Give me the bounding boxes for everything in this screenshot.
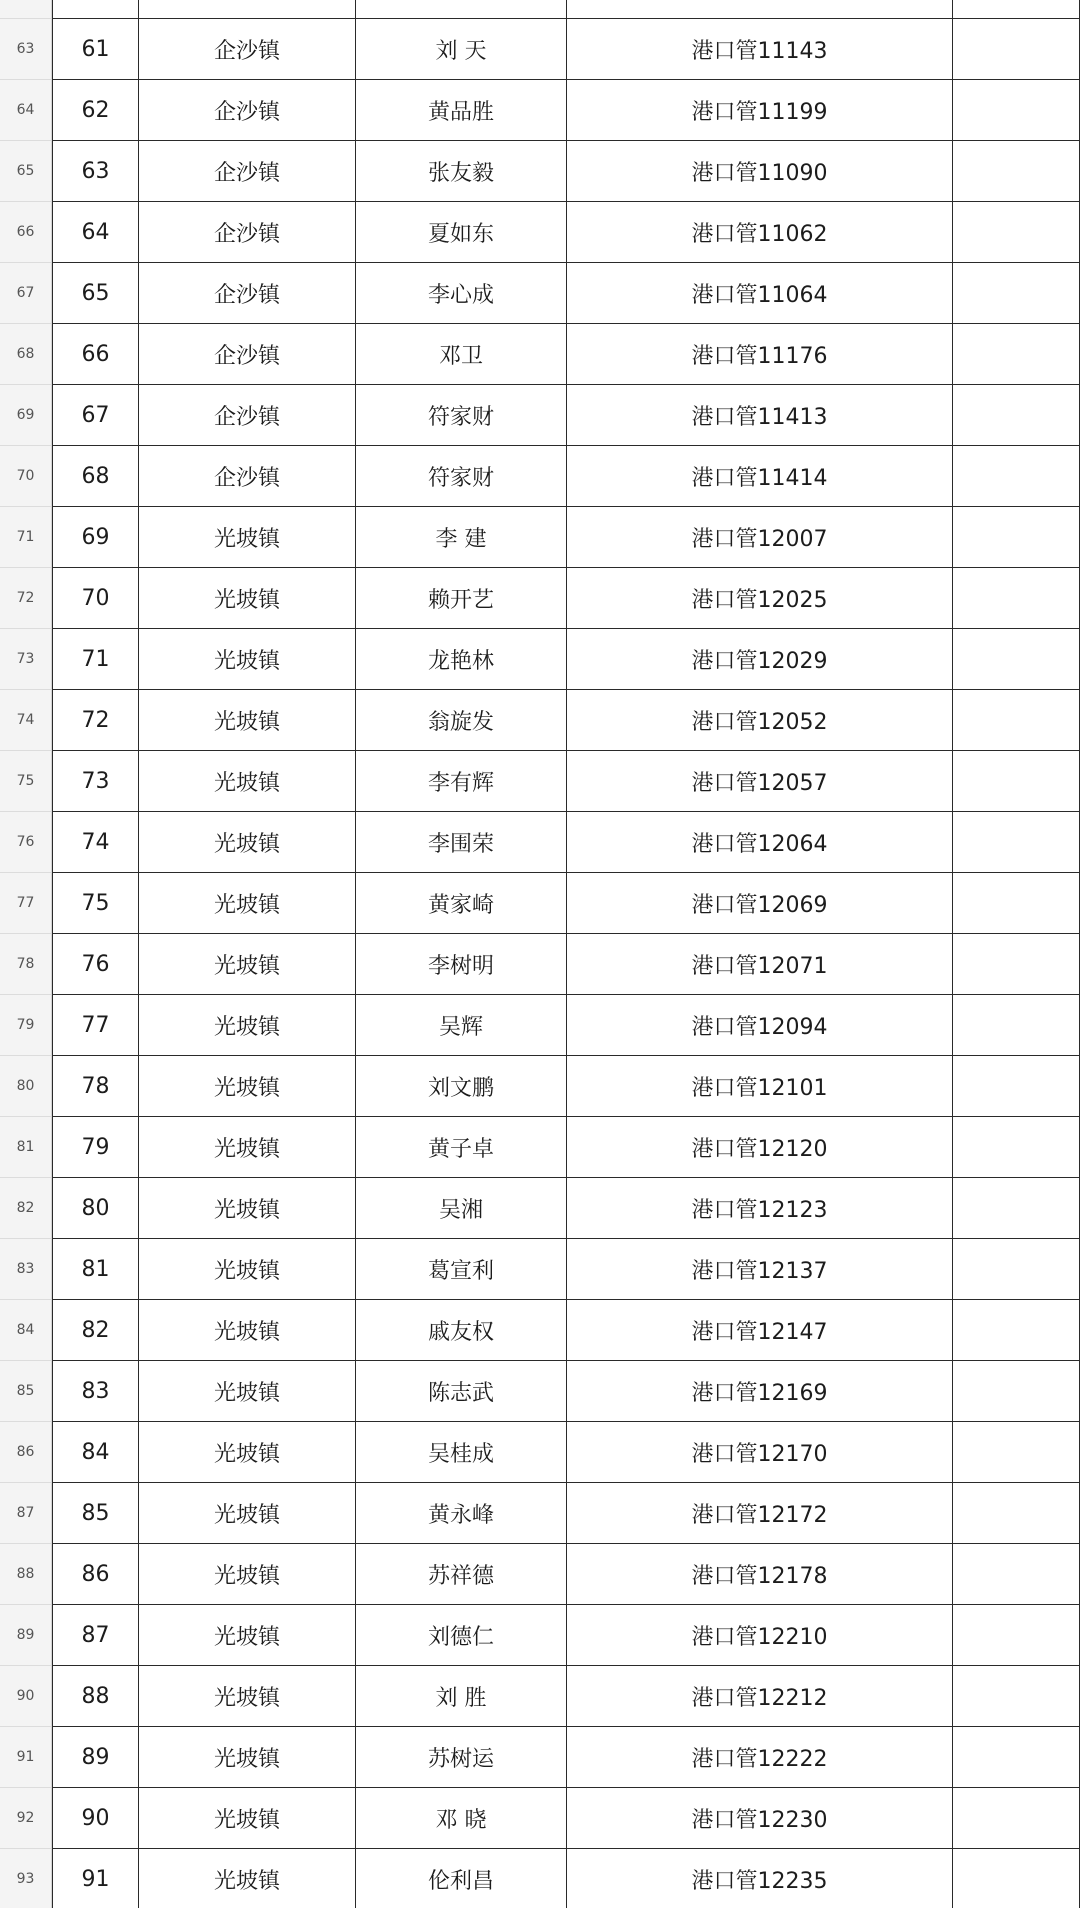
cell-town[interactable]: 光坡镇 xyxy=(139,1056,356,1117)
cell-code[interactable]: 港口管12169 xyxy=(567,1361,953,1422)
cell-name[interactable]: 赖开艺 xyxy=(356,568,567,629)
cell-code[interactable]: 港口管12212 xyxy=(567,1666,953,1727)
row-header[interactable]: 72 xyxy=(0,568,52,629)
cell-town[interactable]: 企沙镇 xyxy=(139,446,356,507)
cell-code[interactable]: 港口管12064 xyxy=(567,812,953,873)
row-header[interactable] xyxy=(0,0,52,19)
cell-name[interactable]: 刘文鹏 xyxy=(356,1056,567,1117)
cell-code[interactable]: 港口管12210 xyxy=(567,1605,953,1666)
cell-note[interactable] xyxy=(953,751,1080,812)
cell-seq[interactable]: 82 xyxy=(52,1300,139,1361)
cell-code[interactable]: 港口管12137 xyxy=(567,1239,953,1300)
cell-town[interactable]: 光坡镇 xyxy=(139,1178,356,1239)
cell-name[interactable]: 李 建 xyxy=(356,507,567,568)
cell-code[interactable]: 港口管12007 xyxy=(567,507,953,568)
cell-seq[interactable]: 88 xyxy=(52,1666,139,1727)
cell-name[interactable]: 吴湘 xyxy=(356,1178,567,1239)
cell-town[interactable]: 光坡镇 xyxy=(139,690,356,751)
row-header[interactable]: 93 xyxy=(0,1849,52,1908)
cell-seq[interactable]: 87 xyxy=(52,1605,139,1666)
table-row xyxy=(0,1544,1080,1605)
cell-name[interactable]: 符家财 xyxy=(356,385,567,446)
row-header[interactable]: 79 xyxy=(0,995,52,1056)
cell-name[interactable]: 葛宣利 xyxy=(356,1239,567,1300)
cell-name[interactable]: 刘德仁 xyxy=(356,1605,567,1666)
row-header[interactable]: 67 xyxy=(0,263,52,324)
table-row xyxy=(0,1605,1080,1666)
cell-seq[interactable]: 79 xyxy=(52,1117,139,1178)
cell-note[interactable] xyxy=(953,202,1080,263)
table-row xyxy=(0,751,1080,812)
cell-note[interactable] xyxy=(953,1178,1080,1239)
cell-town[interactable]: 光坡镇 xyxy=(139,1300,356,1361)
cell-code[interactable] xyxy=(567,0,953,19)
row-header[interactable]: 86 xyxy=(0,1422,52,1483)
cell-note[interactable] xyxy=(953,1300,1080,1361)
cell-code[interactable]: 港口管11064 xyxy=(567,263,953,324)
cell-seq[interactable]: 90 xyxy=(52,1788,139,1849)
cell-town[interactable]: 企沙镇 xyxy=(139,141,356,202)
cell-town[interactable]: 光坡镇 xyxy=(139,629,356,690)
cell-code[interactable]: 港口管11199 xyxy=(567,80,953,141)
cell-note[interactable] xyxy=(953,80,1080,141)
row-header[interactable]: 87 xyxy=(0,1483,52,1544)
table-row xyxy=(0,446,1080,507)
cell-town[interactable]: 企沙镇 xyxy=(139,324,356,385)
cell-code[interactable]: 港口管11414 xyxy=(567,446,953,507)
row-header[interactable]: 90 xyxy=(0,1666,52,1727)
cell-seq[interactable]: 68 xyxy=(52,446,139,507)
cell-code[interactable]: 港口管11090 xyxy=(567,141,953,202)
cell-note[interactable] xyxy=(953,812,1080,873)
cell-town[interactable]: 光坡镇 xyxy=(139,751,356,812)
cell-seq[interactable]: 78 xyxy=(52,1056,139,1117)
cell-seq[interactable]: 85 xyxy=(52,1483,139,1544)
table-row xyxy=(0,1666,1080,1727)
row-header[interactable]: 91 xyxy=(0,1727,52,1788)
row-header[interactable]: 73 xyxy=(0,629,52,690)
cell-name[interactable]: 刘 胜 xyxy=(356,1666,567,1727)
cell-note[interactable] xyxy=(953,1788,1080,1849)
table-row xyxy=(0,1361,1080,1422)
cell-town[interactable]: 光坡镇 xyxy=(139,507,356,568)
cell-name[interactable]: 翁旋发 xyxy=(356,690,567,751)
cell-code[interactable]: 港口管12172 xyxy=(567,1483,953,1544)
cell-town[interactable]: 企沙镇 xyxy=(139,202,356,263)
cell-name[interactable]: 李围荣 xyxy=(356,812,567,873)
table-row xyxy=(0,1483,1080,1544)
cell-code[interactable]: 港口管12052 xyxy=(567,690,953,751)
cell-town[interactable]: 光坡镇 xyxy=(139,1849,356,1908)
cell-seq[interactable]: 71 xyxy=(52,629,139,690)
row-header[interactable]: 78 xyxy=(0,934,52,995)
cell-seq[interactable]: 62 xyxy=(52,80,139,141)
cell-note[interactable] xyxy=(953,1422,1080,1483)
cell-note[interactable] xyxy=(953,0,1080,19)
cell-code[interactable]: 港口管12101 xyxy=(567,1056,953,1117)
cell-name[interactable]: 李树明 xyxy=(356,934,567,995)
table-row xyxy=(0,80,1080,141)
cell-town[interactable]: 企沙镇 xyxy=(139,19,356,80)
cell-seq[interactable]: 77 xyxy=(52,995,139,1056)
cell-town[interactable] xyxy=(139,0,356,19)
row-header[interactable]: 75 xyxy=(0,751,52,812)
cell-note[interactable] xyxy=(953,1361,1080,1422)
cell-seq[interactable]: 76 xyxy=(52,934,139,995)
cell-name[interactable]: 李有辉 xyxy=(356,751,567,812)
cell-note[interactable] xyxy=(953,385,1080,446)
cell-code[interactable]: 港口管12057 xyxy=(567,751,953,812)
table-row xyxy=(0,812,1080,873)
table-row xyxy=(0,1056,1080,1117)
cell-name[interactable]: 黄永峰 xyxy=(356,1483,567,1544)
table-row xyxy=(0,568,1080,629)
row-header[interactable]: 70 xyxy=(0,446,52,507)
table-row xyxy=(0,19,1080,80)
cell-note[interactable] xyxy=(953,263,1080,324)
table-row xyxy=(0,995,1080,1056)
cell-town[interactable]: 光坡镇 xyxy=(139,1544,356,1605)
cell-name[interactable]: 夏如东 xyxy=(356,202,567,263)
row-header[interactable]: 71 xyxy=(0,507,52,568)
cell-town[interactable]: 光坡镇 xyxy=(139,873,356,934)
cell-note[interactable] xyxy=(953,629,1080,690)
cell-seq[interactable]: 67 xyxy=(52,385,139,446)
cell-code[interactable]: 港口管11176 xyxy=(567,324,953,385)
cell-town[interactable]: 光坡镇 xyxy=(139,568,356,629)
cell-town[interactable]: 光坡镇 xyxy=(139,1788,356,1849)
row-header[interactable]: 69 xyxy=(0,385,52,446)
row-header[interactable]: 85 xyxy=(0,1361,52,1422)
cell-seq[interactable]: 61 xyxy=(52,19,139,80)
cell-note[interactable] xyxy=(953,1117,1080,1178)
cell-town[interactable]: 光坡镇 xyxy=(139,934,356,995)
cell-note[interactable] xyxy=(953,141,1080,202)
cell-name[interactable]: 伦利昌 xyxy=(356,1849,567,1908)
cell-note[interactable] xyxy=(953,1666,1080,1727)
cell-seq[interactable]: 89 xyxy=(52,1727,139,1788)
table-row xyxy=(0,141,1080,202)
cell-code[interactable]: 港口管12120 xyxy=(567,1117,953,1178)
cell-town[interactable]: 光坡镇 xyxy=(139,1483,356,1544)
cell-name[interactable]: 苏树运 xyxy=(356,1727,567,1788)
cell-name[interactable]: 邓卫 xyxy=(356,324,567,385)
table-row xyxy=(0,263,1080,324)
row-header[interactable]: 68 xyxy=(0,324,52,385)
cell-note[interactable] xyxy=(953,1605,1080,1666)
table-row xyxy=(0,934,1080,995)
cell-note[interactable] xyxy=(953,1239,1080,1300)
cell-seq[interactable]: 74 xyxy=(52,812,139,873)
table-row xyxy=(0,0,1080,19)
cell-seq[interactable]: 72 xyxy=(52,690,139,751)
cell-seq[interactable]: 75 xyxy=(52,873,139,934)
cell-note[interactable] xyxy=(953,324,1080,385)
cell-code[interactable]: 港口管12170 xyxy=(567,1422,953,1483)
cell-town[interactable]: 光坡镇 xyxy=(139,1361,356,1422)
cell-seq[interactable]: 64 xyxy=(52,202,139,263)
cell-note[interactable] xyxy=(953,690,1080,751)
table-row xyxy=(0,690,1080,751)
cell-seq[interactable]: 73 xyxy=(52,751,139,812)
cell-note[interactable] xyxy=(953,568,1080,629)
cell-town[interactable]: 企沙镇 xyxy=(139,80,356,141)
cell-town[interactable]: 光坡镇 xyxy=(139,812,356,873)
cell-name[interactable]: 黄家崎 xyxy=(356,873,567,934)
row-header[interactable]: 65 xyxy=(0,141,52,202)
cell-seq[interactable]: 86 xyxy=(52,1544,139,1605)
cell-code[interactable]: 港口管11143 xyxy=(567,19,953,80)
cell-town[interactable]: 光坡镇 xyxy=(139,1117,356,1178)
cell-code[interactable]: 港口管12123 xyxy=(567,1178,953,1239)
cell-seq[interactable]: 69 xyxy=(52,507,139,568)
cell-seq[interactable]: 66 xyxy=(52,324,139,385)
cell-code[interactable]: 港口管12235 xyxy=(567,1849,953,1908)
cell-note[interactable] xyxy=(953,1483,1080,1544)
row-header[interactable]: 63 xyxy=(0,19,52,80)
table-row xyxy=(0,629,1080,690)
cell-code[interactable]: 港口管12230 xyxy=(567,1788,953,1849)
cell-name[interactable]: 苏祥德 xyxy=(356,1544,567,1605)
row-header[interactable]: 89 xyxy=(0,1605,52,1666)
cell-seq[interactable]: 63 xyxy=(52,141,139,202)
table-row xyxy=(0,1788,1080,1849)
cell-town[interactable]: 光坡镇 xyxy=(139,1727,356,1788)
cell-name[interactable]: 黄品胜 xyxy=(356,80,567,141)
cell-name[interactable]: 龙艳林 xyxy=(356,629,567,690)
cell-note[interactable] xyxy=(953,1544,1080,1605)
cell-code[interactable]: 港口管12222 xyxy=(567,1727,953,1788)
cell-name[interactable]: 张友毅 xyxy=(356,141,567,202)
cell-code[interactable]: 港口管12025 xyxy=(567,568,953,629)
cell-code[interactable]: 港口管11062 xyxy=(567,202,953,263)
cell-name[interactable]: 李心成 xyxy=(356,263,567,324)
row-header[interactable]: 64 xyxy=(0,80,52,141)
cell-code[interactable]: 港口管12071 xyxy=(567,934,953,995)
cell-town[interactable]: 光坡镇 xyxy=(139,1605,356,1666)
cell-seq[interactable]: 83 xyxy=(52,1361,139,1422)
cell-note[interactable] xyxy=(953,507,1080,568)
table-row xyxy=(0,1422,1080,1483)
cell-code[interactable]: 港口管12094 xyxy=(567,995,953,1056)
cell-seq[interactable] xyxy=(52,0,139,19)
table-row xyxy=(0,202,1080,263)
cell-seq[interactable]: 70 xyxy=(52,568,139,629)
table-row xyxy=(0,507,1080,568)
cell-town[interactable]: 光坡镇 xyxy=(139,1239,356,1300)
cell-seq[interactable]: 80 xyxy=(52,1178,139,1239)
cell-town[interactable]: 光坡镇 xyxy=(139,995,356,1056)
cell-note[interactable] xyxy=(953,19,1080,80)
cell-name[interactable]: 黄子卓 xyxy=(356,1117,567,1178)
row-header[interactable]: 66 xyxy=(0,202,52,263)
table-row xyxy=(0,873,1080,934)
row-header[interactable]: 76 xyxy=(0,812,52,873)
cell-note[interactable] xyxy=(953,995,1080,1056)
table-row xyxy=(0,1727,1080,1788)
row-header[interactable]: 74 xyxy=(0,690,52,751)
table-row xyxy=(0,324,1080,385)
row-header[interactable]: 88 xyxy=(0,1544,52,1605)
cell-name[interactable]: 邓 晓 xyxy=(356,1788,567,1849)
cell-code[interactable]: 港口管12178 xyxy=(567,1544,953,1605)
row-header[interactable]: 84 xyxy=(0,1300,52,1361)
cell-name[interactable]: 戚友权 xyxy=(356,1300,567,1361)
cell-town[interactable]: 企沙镇 xyxy=(139,385,356,446)
cell-name[interactable]: 陈志武 xyxy=(356,1361,567,1422)
table-row xyxy=(0,1178,1080,1239)
table-row xyxy=(0,385,1080,446)
cell-code[interactable]: 港口管12029 xyxy=(567,629,953,690)
row-header[interactable]: 81 xyxy=(0,1117,52,1178)
cell-note[interactable] xyxy=(953,1056,1080,1117)
cell-seq[interactable]: 81 xyxy=(52,1239,139,1300)
row-header[interactable]: 77 xyxy=(0,873,52,934)
cell-name[interactable]: 符家财 xyxy=(356,446,567,507)
cell-seq[interactable]: 84 xyxy=(52,1422,139,1483)
cell-code[interactable]: 港口管12069 xyxy=(567,873,953,934)
cell-seq[interactable]: 91 xyxy=(52,1849,139,1908)
cell-note[interactable] xyxy=(953,1727,1080,1788)
cell-note[interactable] xyxy=(953,873,1080,934)
cell-name[interactable]: 吴桂成 xyxy=(356,1422,567,1483)
cell-name[interactable] xyxy=(356,0,567,19)
cell-name[interactable]: 吴辉 xyxy=(356,995,567,1056)
table-row xyxy=(0,1300,1080,1361)
table-row xyxy=(0,1239,1080,1300)
cell-note[interactable] xyxy=(953,446,1080,507)
cell-town[interactable]: 光坡镇 xyxy=(139,1422,356,1483)
row-header[interactable]: 92 xyxy=(0,1788,52,1849)
cell-name[interactable]: 刘 天 xyxy=(356,19,567,80)
cell-note[interactable] xyxy=(953,934,1080,995)
table-row xyxy=(0,1117,1080,1178)
row-header[interactable]: 80 xyxy=(0,1056,52,1117)
cell-code[interactable]: 港口管11413 xyxy=(567,385,953,446)
cell-seq[interactable]: 65 xyxy=(52,263,139,324)
cell-note[interactable] xyxy=(953,1849,1080,1908)
row-header[interactable]: 83 xyxy=(0,1239,52,1300)
row-header[interactable]: 82 xyxy=(0,1178,52,1239)
table-row xyxy=(0,1849,1080,1908)
cell-code[interactable]: 港口管12147 xyxy=(567,1300,953,1361)
cell-town[interactable]: 光坡镇 xyxy=(139,1666,356,1727)
cell-town[interactable]: 企沙镇 xyxy=(139,263,356,324)
